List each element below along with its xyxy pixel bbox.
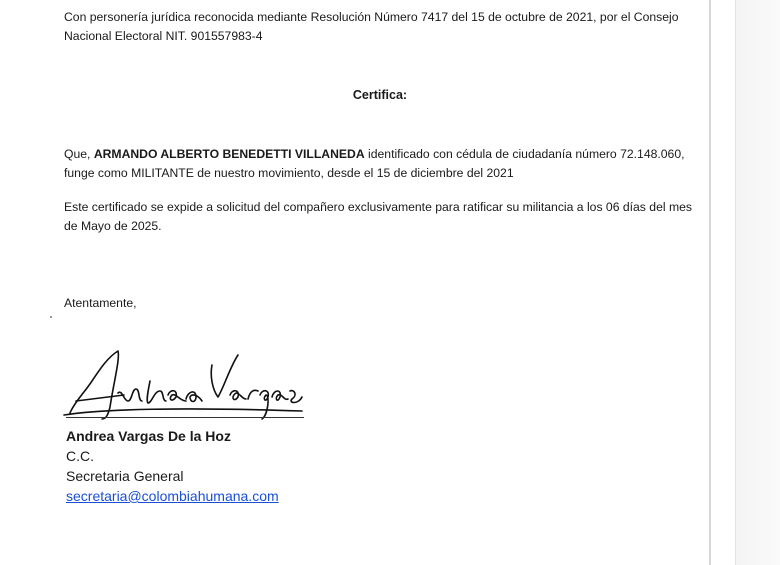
- signature-line: [66, 417, 304, 418]
- closing-salutation: Atentamente,: [64, 296, 137, 310]
- certification-paragraph: [64, 145, 694, 183]
- page-edge-divider: [709, 0, 711, 565]
- certification-prefix: Que,: [64, 147, 94, 161]
- member-name: ARMANDO ALBERTO BENEDETTI VILLANEDA: [93, 147, 365, 161]
- signatory-email-link[interactable]: secretaria@colombiahumana.com: [66, 488, 279, 504]
- scan-speck: [50, 316, 52, 318]
- adjacent-page-margin: [735, 0, 780, 565]
- legal-status-paragraph: Con personería jurídica reconocida mediante Resolución Número 7417 del 15 de octubre de 2021, por el Consejo Nacional Electoral NIT. 901557983-4: [64, 10, 679, 43]
- issuance-paragraph: Este certificado se expide a solicitud del compañero exclusivamente para ratificar su militancia a los 06 días del mes de Mayo de 2025.: [64, 200, 692, 233]
- signatory-name: Andrea Vargas De la Hoz: [66, 428, 231, 444]
- signatory-block: [66, 426, 279, 506]
- certification-details: identificado con cédula de ciudadanía número 72.148.060, funge como MILITANTE de nuestro movimiento, desde el 15 de diciembre del 2021: [64, 147, 685, 180]
- adjacent-page-edge: [735, 0, 736, 565]
- signatory-title: Secretaria General: [66, 468, 184, 484]
- handwritten-signature: [62, 345, 312, 425]
- signatory-id-label: C.C.: [66, 448, 94, 464]
- certification-heading: Certifica:: [352, 88, 408, 102]
